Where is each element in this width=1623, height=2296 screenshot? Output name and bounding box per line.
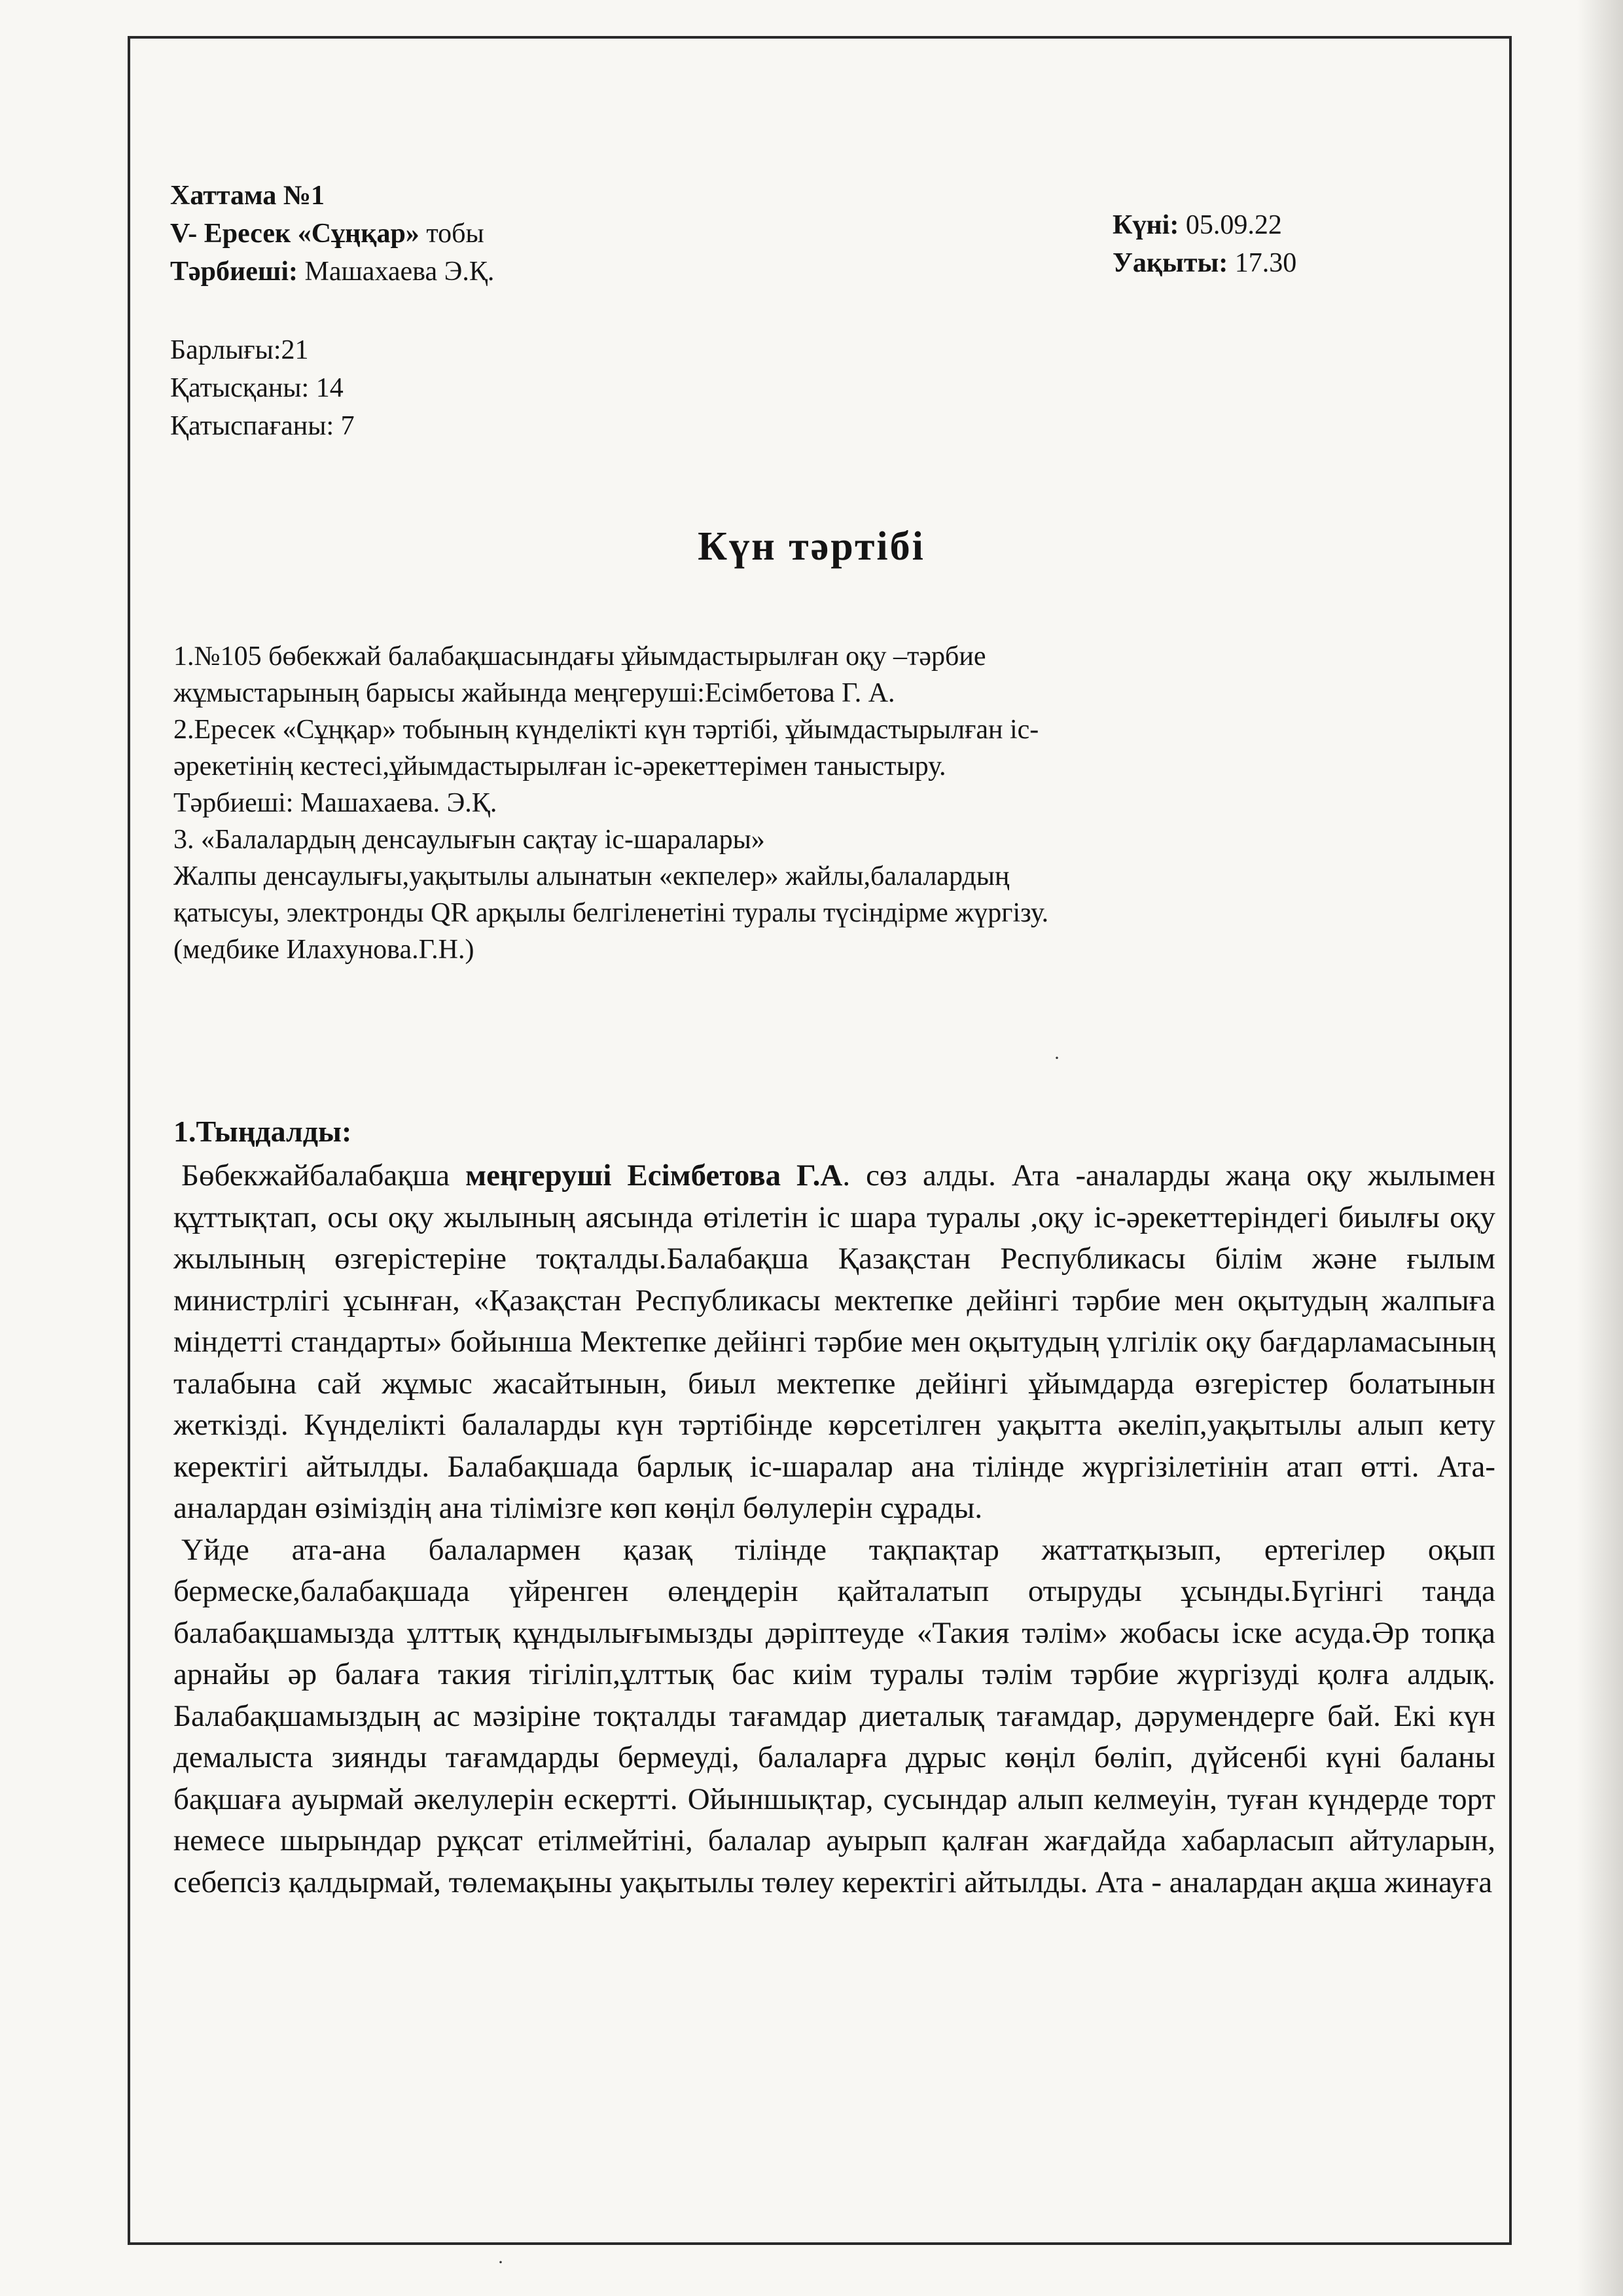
date-line (1113, 206, 1296, 244)
manager-name: меңгеруші Есімбетова Г.А (465, 1158, 843, 1193)
teacher-label: Тәрбиеші: (170, 257, 298, 287)
agenda-line: 2.Ересек «Сұңқар» тобының күнделікті күн тәртібі, ұйымдастырылған іс- (173, 715, 1039, 745)
agenda-line: жұмыстарының барысы жайында меңгеруші:Есімбетова Г. А. (173, 678, 895, 708)
agenda-line: 3. «Балалардың денсаулығын сақтау іс-шаралары» (173, 825, 765, 855)
agenda-line: (медбике Илахунова.Г.Н.) (173, 935, 474, 965)
attendance-total: Барлығы:21 (170, 335, 309, 365)
paragraph-2: Үйде ата-ана балалармен қазақ тілінде тақпақтар жаттатқызып, ертегілер оқып бермеске,балабақшада үйренген өлеңдерін қайталатып отыруды ұсынды.Бүгінгі таңда балабақшамызда ұлттық құндылығымызды дәріптеуде «Такия тәлім» жобасы іске асуда.Әр топқа арнайы әр балаға такия тігіліп,ұлттық бас киім туралы тәлім тәрбие жүргізуді қолға алдық. Балабақшамыздың ас мәзіріне тоқталды тағамдар диеталық тағамдар, дәрумендерге бай. Екі күн демалыста зиянды тағамдарды бермеуді, балаларға дұрыс көңіл бөліп, дүйсенбі күні баланы бақшаға ауырмай әкелулерін ескертті. Ойыншықтар, сусындар алып келмеуін, туған күндерде торт немесе шырындар рұқсат етілмейтіні, балалар ауырып қалған жағдайда хабарласып айтуларын, себепсіз қалдырмай, төлемақыны уақытылы төлеу керектігі айтылды. Ата - аналардан ақша жинауға (173, 1532, 1495, 1899)
attendance-present: Қатысқаны: 14 (170, 373, 344, 403)
agenda-list (173, 638, 1417, 968)
group-prefix: V- Ересек «Сұңқар» (170, 219, 419, 249)
paragraph-1 (173, 1155, 1495, 1530)
paragraph-1-start: Бөбекжайбалабақша (181, 1158, 466, 1193)
agenda-line: қатысуы, электронды QR арқылы белгіленетіні туралы түсіндірме жүргізу. (173, 898, 1049, 928)
scan-speck: · (1054, 1047, 1060, 1069)
heard-body (173, 1155, 1495, 1903)
page-fold-shadow (1577, 0, 1623, 2296)
time-line (1113, 244, 1296, 282)
group-suffix: тобы (419, 219, 484, 249)
paragraph-1-rest: . сөз алды. Ата -аналарды жаңа оқу жылымен құттықтап, осы оқу жылының аясында өтілетін іс шара туралы ,оқу іс-әрекеттеріндегі биылғы оқу жылының өзгерістеріне тоқталды.Балабақша Қазақстан Республикасы білім және ғылым министрлігі ұсынған, «Қазақстан Республикасы мектепке дейінгі тәрбие мен оқытудың жалпыға міндетті стандарты» бойынша Мектепке дейінгі тәрбие мен оқытудың үлгілік оқу бағдарламасының талабына сай жұмыс жасайтынын, биыл мектепке дейінгі ұйымдарда өзгерістер болатынын жеткізді. Күнделікті балаларды күн тәртібінде көрсетілген уақытта әкеліп,уақытылы алып кету керектігі айтылды. Балабақшада барлық іс-шаралар ана тілінде жүргізілетінін атап өтті. Ата-аналардан өзіміздің ана тілімізге көп көңіл бөлулерін сұрады. (173, 1158, 1495, 1525)
header-right (1113, 206, 1296, 282)
agenda-line: Тәрбиеші: Машахаева. Э.Қ. (173, 788, 497, 818)
date-value: 05.09.22 (1179, 210, 1282, 240)
agenda-title: Күн тәртібі (698, 524, 925, 569)
agenda-line: Жалпы денсаулығы,уақытылы алынатын «екпелер» жайлы,балалардың (173, 861, 1010, 891)
agenda-line: 1.№105 бөбекжай балабақшасындағы ұйымдастырылған оқу –тәрбие (173, 641, 986, 672)
time-value: 17.30 (1228, 248, 1297, 278)
scan-speck: · (497, 2251, 504, 2273)
heard-heading: 1.Тыңдалды: (173, 1115, 352, 1148)
teacher-name: Машахаева Э.Қ. (297, 257, 495, 287)
attendance-absent: Қатыспағаны: 7 (170, 411, 355, 441)
protocol-number: Хаттама №1 (170, 181, 325, 211)
date-label: Күні: (1113, 210, 1179, 240)
agenda-line: әрекетінің кестесі,ұйымдастырылған іс-әрекеттерімен таныстыру. (173, 751, 946, 781)
time-label: Уақыты: (1113, 248, 1228, 278)
